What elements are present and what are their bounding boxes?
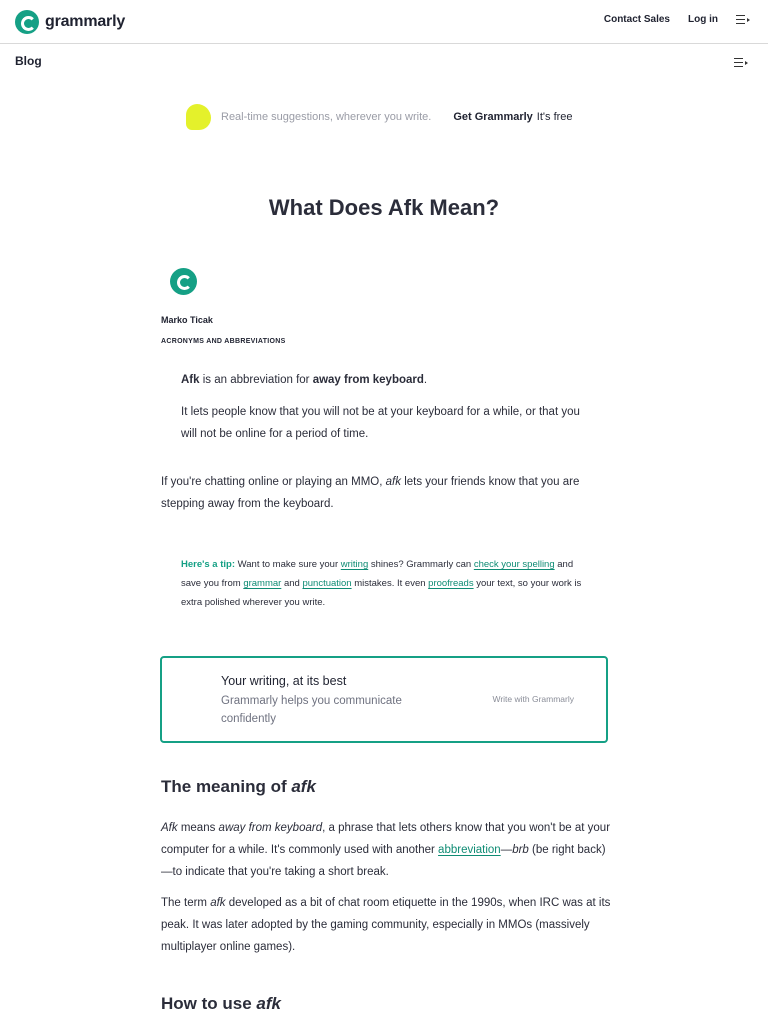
card-title: Your writing, at its best [221,674,347,688]
grammarly-logo[interactable] [15,10,125,34]
section-heading-meaning: The meaning of afk [161,777,316,796]
contact-sales-link[interactable]: Contact Sales [603,13,670,25]
grammarly-logo-icon [15,10,39,34]
tip-label: Here's a tip: [181,559,235,570]
top-nav-links [604,13,750,25]
card-subtitle: Grammarly helps you communicate confidently [221,695,402,725]
promo-free-label: It's free [536,111,573,123]
writing-link[interactable]: writing [340,559,369,570]
proofreads-link[interactable]: proofreads [428,578,474,589]
get-grammarly-link[interactable]: Get Grammarly [453,111,533,123]
blog-link[interactable]: Blog [15,54,42,68]
blog-menu-icon[interactable] [734,56,748,68]
menu-icon[interactable] [736,13,750,25]
write-with-grammarly-card [160,656,608,743]
category-label[interactable]: ACRONYMS AND ABBREVIATIONS [161,338,286,345]
promo-tagline: Real-time suggestions, wherever you write. [221,111,432,123]
punctuation-link[interactable]: punctuation [302,578,352,589]
abbreviation-link[interactable]: abbreviation [438,844,501,856]
author-avatar-icon [170,268,197,295]
blog-subnav [0,44,768,78]
check-spelling-link[interactable]: check your spelling [473,559,555,570]
write-with-grammarly-button[interactable]: Write with Grammarly [492,694,574,704]
brand-name: grammarly [45,13,126,30]
lead-explanation: It lets people know that you will not be at your keyboard for a while, or that you will not be online for a period of time. [181,406,580,440]
intro-paragraph: If you're chatting online or playing an MMO, afk lets your friends know that you are stepping away from the keyboard. [161,476,580,510]
top-navigation-bar [0,0,768,44]
lead-definition: Afk is an abbreviation for away from keyboard. [181,374,428,386]
highlight-blob-icon [186,104,211,130]
tip-paragraph: Here's a tip: Want to make sure your writing shines? Grammarly can check your spelling and save you from grammar and punctuation mistakes. It even proofreads your text, so your work is extra polished wherever you write. [181,559,582,608]
login-link[interactable]: Log in [688,13,718,25]
page-title: What Does Afk Mean? [268,195,500,220]
promo-banner [186,104,573,130]
grammar-link[interactable]: grammar [243,578,282,589]
meaning-paragraph-1: Afk means away from keyboard, a phrase that lets others know that you won't be at your computer for a while. It's commonly used with another abbreviation—brb (be right back)—to indicate that you're taking a short break. [161,822,611,878]
meaning-paragraph-2: The term afk developed as a bit of chat room etiquette in the 1990s, when IRC was at its peak. It was later adopted by the gaming community, especially in MMOs (massively multiplayer online games). [161,897,611,953]
section-heading-how-to-use: How to use afk [161,994,281,1013]
author-name[interactable]: Marko Ticak [161,315,213,325]
